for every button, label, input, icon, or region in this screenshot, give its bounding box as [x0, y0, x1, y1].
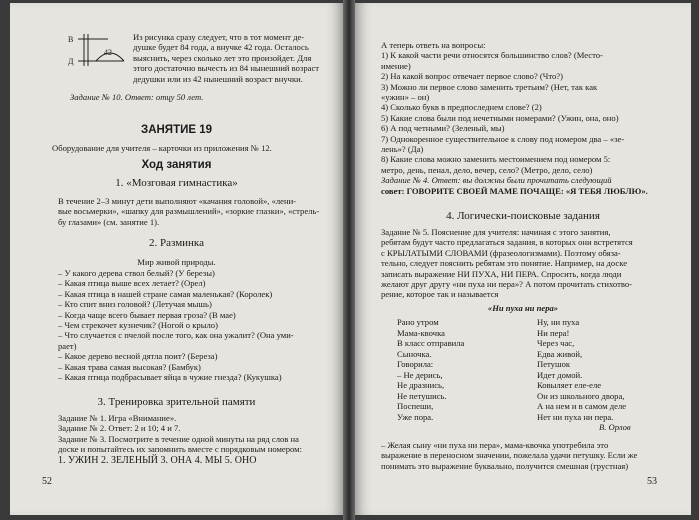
text-line: Петушок: [537, 359, 571, 369]
text-line: 5) Какие слова были под нечетными номерами? (Ужин, она, оно): [381, 112, 619, 123]
closing-paragraph: [381, 440, 637, 471]
text-line: А теперь ответь на вопросы:: [381, 40, 486, 50]
intro-paragraph: [133, 32, 319, 84]
text-line: – Какое дерево весной дятла поит? (Береза): [58, 351, 218, 362]
text-line: Он из школьного двора,: [537, 390, 625, 401]
text-line: этого достаточно вычесть из 84 нынешний возраст: [133, 63, 320, 74]
text-line: Сыночка.: [397, 348, 432, 359]
text-line: дедушки или из 42 нынешний возраст внучки.: [133, 73, 303, 84]
text-line: Задание № 1. Игра «Внимание».: [58, 413, 177, 423]
text-line: – Когда чаще всего бывает первая гроза? (В мае): [58, 309, 236, 320]
text-line: ребятам будут часто предлагаться задания, в которых они встретятся: [381, 237, 633, 248]
section4-paragraph: [381, 227, 633, 300]
text-line: – Какая птица выше всех летает? (Орел): [58, 278, 206, 289]
text-line: Уже пора.: [397, 411, 434, 422]
text-line: рение, которое так и называется: [381, 289, 499, 300]
text-line: – Какая птица в нашей стране самая маленькая? (Королек): [58, 288, 273, 299]
text-line: душке будет 84 года, а внучке 42 года. Осталось: [133, 42, 309, 53]
text-line: с КРЫЛАТЫМИ СЛОВАМИ (фразеологизмами). Поэтому обяза-: [381, 247, 621, 258]
text-line: 4) Сколько букв в предпоследнем слове? (2): [381, 102, 542, 113]
text-line: Задание № 5. Пояснение для учителя: начиная с этого занятия,: [381, 227, 611, 237]
diagram-number: 42: [104, 48, 112, 57]
poem-author: В. Орлов: [599, 422, 631, 432]
text-line: 7) Однокоренное существительное к слову под номером два – «зе-: [381, 133, 625, 144]
text-line: 2) На какой вопрос отвечает первое слово? (Что?): [381, 71, 563, 82]
section3-tasks: [58, 413, 302, 467]
text-line: А на нем и в самом деле: [537, 401, 627, 411]
section2-subheading: Мир живой природы.: [137, 257, 216, 267]
text-line: Поспеши,: [397, 401, 434, 411]
text-line: понимать это выражение буквально, получится смешная (грустная): [381, 460, 629, 471]
text-line: доске и попытайтесь их запомнить вместе с порядковым номером:: [58, 444, 302, 455]
book-gutter: [343, 0, 355, 520]
text-line: выражение в переносном значении, пожелала удачи петушку. Если же: [381, 450, 638, 461]
text-line: 3) Можно ли первое слово заменить третьим? (Нет, так как: [381, 81, 598, 92]
diagram-label-grandpa: В: [68, 35, 74, 44]
text-line: – Какая птица подбрасывает яйца в чужие гнезда? (Кукушка): [58, 372, 282, 383]
text-line: совет: ГОВОРИТЕ СВОЕЙ МАМЕ ПОЧАЩЕ: «Я ТЕБЯ ЛЮБЛЮ».: [381, 185, 648, 196]
text-line: 1) К какой части речи относятся большинство слов? (Место-: [381, 50, 603, 61]
text-line: Ну, ни пуха: [537, 317, 580, 327]
text-line: – Что случается с пчелой после того, как она ужалит? (Она уми-: [58, 330, 294, 341]
right-page: [355, 3, 691, 515]
section1-heading: 1. «Мозговая гимнастика»: [115, 177, 238, 189]
text-line: Мама-квочка: [397, 327, 445, 338]
text-line: Рано утром: [397, 317, 439, 327]
poem-title: «Ни пуха ни пера»: [487, 303, 559, 313]
text-line: Через час,: [537, 338, 575, 348]
text-line: – Не дерись,: [397, 369, 443, 380]
text-line: желают друг другу «ни пуха ни пера»? А потом прочитать стихотво-: [381, 279, 633, 290]
lesson-title: ЗАНЯТИЕ 19: [140, 124, 213, 136]
diagram-label-granddaughter: Д: [68, 57, 74, 66]
left-page: [10, 3, 343, 515]
text-line: – Кто спит вниз головой? (Летучая мышь): [58, 299, 212, 310]
text-line: вые восьмерки», «шапку для размышлений», «зоркие глазки», «стрель-: [58, 206, 320, 217]
text-line: Едва живой,: [537, 348, 583, 359]
questions-block: [381, 40, 648, 196]
section3-heading: 3. Тренировка зрительной памяти: [97, 396, 256, 408]
section2-heading: 2. Разминка: [149, 237, 204, 249]
text-line: – Какая трава самая высокая? (Бамбук): [58, 361, 201, 372]
text-line: Нет ни пуха ни пера.: [537, 411, 614, 422]
text-line: Ни пера!: [537, 327, 570, 338]
poem-column-right: [537, 317, 626, 422]
task10-answer: Задание № 10. Ответ: отцу 50 лет.: [70, 92, 204, 102]
text-line: имение): [381, 60, 411, 71]
text-line: лень»? (Да): [381, 144, 424, 155]
text-line: Говорила:: [397, 359, 434, 369]
text-line: Ковыляет еле-еле: [537, 380, 602, 390]
text-line: рает): [58, 340, 77, 351]
text-line: Задание № 3. Посмотрите в течение одной минуты на ряд слов на: [58, 433, 299, 444]
course-heading: Ход занятия: [141, 159, 212, 171]
text-line: Задание № 4. Ответ: вы должны были прочитать следующий: [381, 175, 612, 186]
text-line: метро, день, пенал, дело, вечер, село? (Метро, дело, село): [381, 164, 593, 175]
text-line: Задание № 2. Ответ: 2 и 10; 4 и 7.: [58, 423, 181, 434]
section1-paragraph: [58, 196, 319, 227]
text-line: «ужин» – он): [381, 92, 430, 103]
age-diagram: [66, 31, 130, 71]
text-line: выяснить, через сколько лет это произойдет. Для: [133, 52, 312, 63]
page-number-right: 53: [647, 476, 657, 487]
section2-questions: [58, 268, 294, 382]
text-line: – Желая сыну «ни пуха ни пера», мама-квочка употребила это: [381, 440, 609, 450]
text-line: бу глазами» (см. занятие 1).: [58, 216, 160, 227]
text-line: 6) А под четными? (Зеленый, мы): [381, 123, 505, 134]
text-line: записать выражение НИ ПУХА, НИ ПЕРА. Спросить, когда люди: [381, 268, 622, 279]
text-line: Из рисунка сразу следует, что в тот момент де-: [133, 32, 305, 42]
section4-heading: 4. Логически-поисковые задания: [446, 210, 600, 222]
text-line: тельно, следует пояснить ребятам это понятие. Например, на доске: [381, 258, 628, 269]
equipment-text: Оборудование для учителя – карточки из приложения № 12.: [52, 143, 272, 153]
text-line: Не петушись.: [397, 390, 447, 401]
text-line: Не дразнись,: [397, 380, 445, 390]
poem-column-left: [397, 317, 464, 422]
text-line: – У какого дерева ствол белый? (У березы): [58, 268, 215, 278]
text-line: – Чем стрекочет кузнечик? (Ногой о крыло): [58, 320, 218, 331]
text-line: В течение 2–3 минут дети выполняют «качания головой», «лени-: [58, 196, 297, 206]
text-line: 1. УЖИН 2. ЗЕЛЕНЫЙ 3. ОНА 4. МЫ 5. ОНО: [58, 454, 257, 466]
text-line: В класс отправила: [397, 338, 465, 348]
page-number-left: 52: [42, 476, 52, 487]
text-line: Идет домой.: [537, 369, 583, 380]
text-line: 8) Какие слова можно заменить местоимением под номером 5:: [381, 154, 611, 165]
